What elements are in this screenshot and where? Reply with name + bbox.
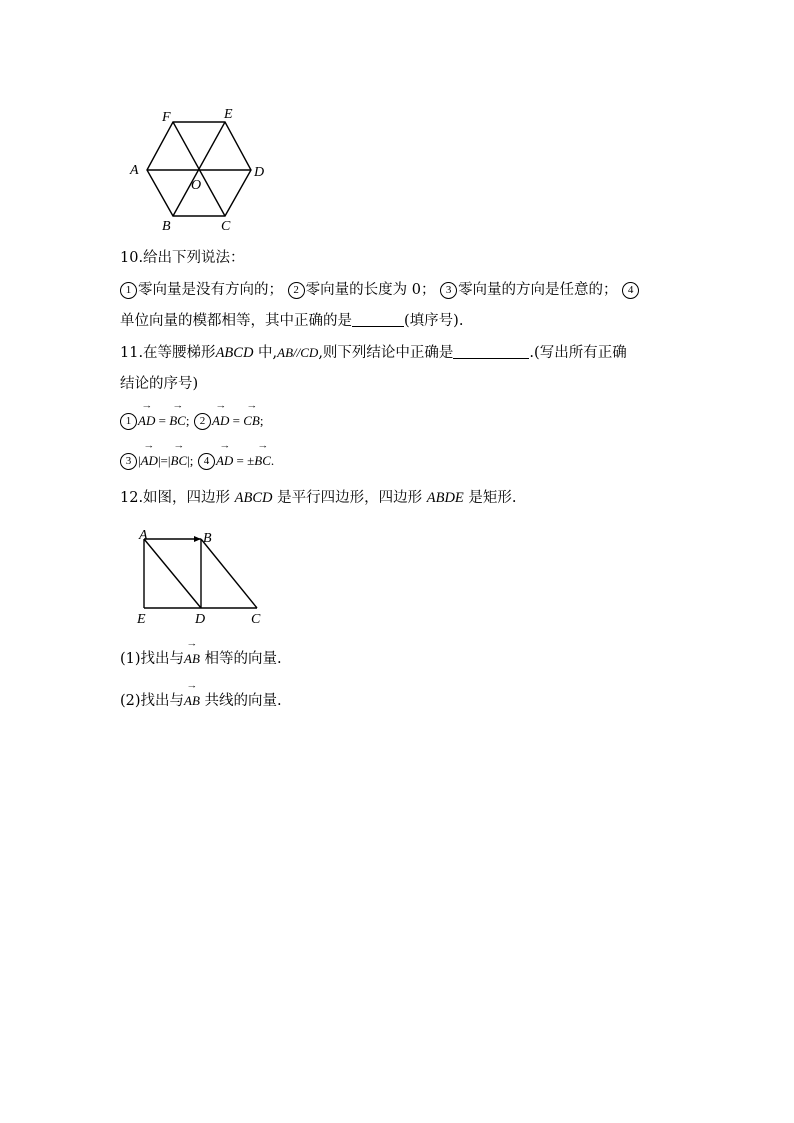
text-fragment: 12.如图，四边形 <box>120 490 231 506</box>
text-fragment: |=| <box>157 453 171 468</box>
text-fragment: = <box>229 413 244 428</box>
vector-bc: → BC <box>171 451 188 471</box>
circled-number-3: 3 <box>440 282 457 299</box>
parallelogram-figure <box>132 525 272 627</box>
text-fragment: = ± <box>233 453 255 468</box>
text-fragment: 零向量的长度为 0； <box>305 282 436 298</box>
fig2-label-c: C <box>251 612 261 627</box>
answer-blank <box>453 343 529 359</box>
text-fragment: (1)找出与 <box>120 651 185 667</box>
text-fragment: 共线的向量. <box>204 693 282 709</box>
text-fragment: 单位向量的模都相等，其中正确的是 <box>120 313 352 329</box>
circled-number-2: 2 <box>288 282 305 299</box>
hexagon-figure <box>125 100 275 235</box>
q12-stem <box>120 488 517 508</box>
hex-label-c: C <box>221 219 231 234</box>
q10-options-line1 <box>120 280 640 300</box>
q11-stem <box>120 343 627 363</box>
q11-stem-line2 <box>120 374 198 394</box>
vector-bc: → BC <box>254 451 271 471</box>
circled-number-2: 2 <box>194 413 211 430</box>
q11-options-34 <box>120 451 274 471</box>
fig2-label-b: B <box>203 531 212 546</box>
vector-ad: → AD <box>212 411 229 431</box>
circled-number-4: 4 <box>198 453 215 470</box>
text-fragment: (填序号). <box>404 313 464 329</box>
vector-ad: → AD <box>216 451 233 471</box>
fig2-label-d: D <box>195 612 206 627</box>
circled-number-1: 1 <box>120 282 137 299</box>
hex-label-d: D <box>254 165 265 180</box>
q11-options-12 <box>120 411 263 431</box>
text-fragment: (2)找出与 <box>120 693 185 709</box>
q10-options-line2 <box>120 311 463 331</box>
vector-ad: → AD <box>138 411 155 431</box>
text-fragment: = <box>155 413 170 428</box>
hex-label-o: O <box>191 178 202 193</box>
text-fragment: | <box>138 453 141 468</box>
hex-label-b: B <box>162 219 171 234</box>
text-fragment: ABCD <box>234 490 273 506</box>
text-fragment: 是平行四边形，四边形 <box>277 490 423 506</box>
hex-label-e: E <box>224 107 233 122</box>
circled-number-4: 4 <box>622 282 639 299</box>
hex-label-f: F <box>162 110 171 125</box>
text-fragment: ABDE <box>426 490 464 506</box>
text-fragment: 是矩形. <box>468 490 517 506</box>
text-fragment: . <box>270 453 275 468</box>
text-fragment: 结论的序号) <box>120 376 199 392</box>
q12-part1 <box>120 649 282 669</box>
circled-number-3: 3 <box>120 453 137 470</box>
text-fragment: 零向量是没有方向的； <box>138 282 283 298</box>
text-fragment: AB//CD <box>277 345 319 360</box>
q12-part2 <box>120 691 282 711</box>
fig2-label-e: E <box>137 612 146 627</box>
circled-number-1: 1 <box>120 413 137 430</box>
vector-cb: → CB <box>243 411 260 431</box>
text-fragment: 11.在等腰梯形 <box>120 345 216 361</box>
hex-label-a: A <box>130 163 139 178</box>
vector-bc: → BC <box>169 411 186 431</box>
answer-blank <box>352 311 404 327</box>
text-fragment: 10.给出下列说法： <box>120 250 245 266</box>
text-fragment: 零向量的方向是任意的； <box>458 282 618 298</box>
text-fragment: ; <box>259 413 264 428</box>
text-fragment: ,则下列结论中正确是 <box>318 345 454 361</box>
fig2-label-a: A <box>139 528 148 543</box>
text-fragment: ; <box>185 413 190 428</box>
text-fragment: ABCD <box>215 345 254 361</box>
text-fragment: |; <box>187 453 194 468</box>
q10-title <box>120 248 245 268</box>
text-fragment: 中, <box>253 345 278 361</box>
vector-ad: → AD <box>141 451 158 471</box>
vector-ab: → AB <box>184 691 200 711</box>
vector-ab: → AB <box>184 649 200 669</box>
text-fragment: 相等的向量. <box>204 651 282 667</box>
text-fragment: .(写出所有正确 <box>529 345 627 361</box>
